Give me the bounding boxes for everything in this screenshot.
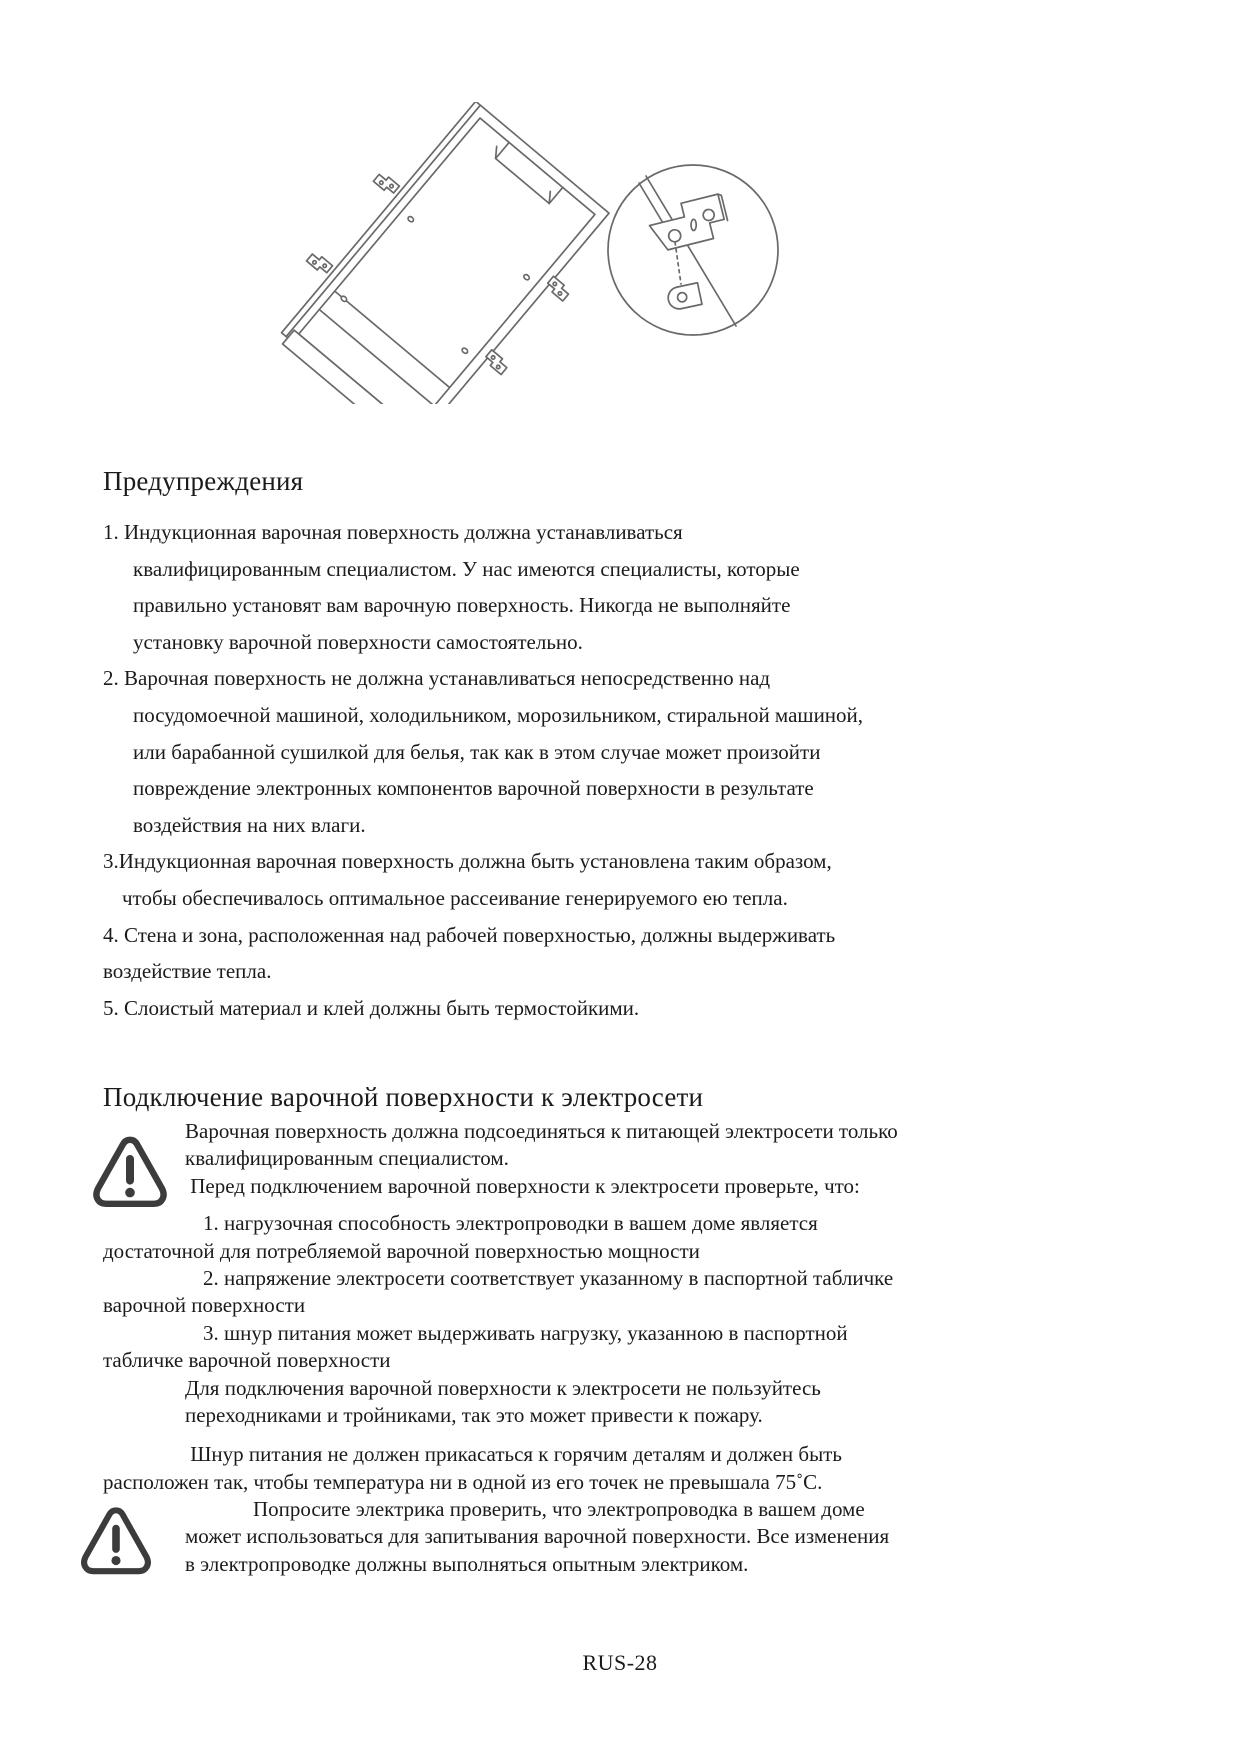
text-line: квалифицированным специалистом. У нас имеются специалисты, которые: [133, 556, 800, 581]
text-line: квалифицированным специалистом.: [185, 1146, 509, 1171]
text-line: расположен так, чтобы температура ни в одной из его точек не превышала 75˚С.: [103, 1469, 823, 1494]
text-line: переходниками и тройниками, так это может привести к пожару.: [185, 1402, 763, 1427]
warnings-heading: Предупреждения: [103, 466, 304, 496]
text-line: чтобы обеспечивалось оптимальное рассеивание генерируемого ею тепла.: [122, 885, 788, 910]
text-line: 4. Стена и зона, расположенная над рабочей поверхностью, должны выдерживать: [103, 922, 836, 947]
page-number: RUS-28: [582, 1650, 658, 1675]
text-line: в электропроводке должны выполняться опытным электриком.: [185, 1551, 749, 1576]
text-line: 5. Слоистый материал и клей должны быть термостойкими.: [103, 995, 640, 1020]
text-line: правильно установят вам варочную поверхность. Никогда не выполняйте: [133, 593, 791, 618]
installation-diagram: [268, 102, 790, 404]
text-line: повреждение электронных компонентов варочной поверхности в результате: [133, 776, 814, 801]
text-line: воздействия на них влаги.: [133, 812, 366, 837]
text-line: варочной поверхности: [103, 1293, 306, 1318]
text-line: Варочная поверхность должна подсоединяться к питающей электросети только: [185, 1119, 898, 1143]
warning-triangle-icon: [78, 1503, 154, 1577]
text-line: 2. напряжение электросети соответствует указанному в паспортной табличке: [203, 1265, 894, 1290]
text-line: или барабанной сушилкой для белья, так как в этом случае может произойти: [133, 739, 821, 764]
text-line: табличке варочной поверхности: [103, 1348, 391, 1373]
magnifier-circle: [608, 165, 778, 335]
text-line: установку варочной поверхности самостоятельно.: [133, 629, 583, 654]
text-line: Для подключения варочной поверхности к электросети не пользуйтесь: [185, 1375, 821, 1400]
text-line: воздействие тепла.: [103, 959, 272, 984]
text-line: 3. шнур питания может выдерживать нагрузку, указанною в паспортной: [203, 1320, 848, 1345]
warnings-lines: [103, 514, 863, 1026]
text-line: 3.Индукционная варочная поверхность должна быть установлена таким образом,: [103, 849, 832, 874]
text-line: 1. Индукционная варочная поверхность должна устанавливаться: [103, 520, 683, 544]
text-line: может использоваться для запитывания варочной поверхности. Все изменения: [185, 1524, 890, 1549]
mounting-bracket: [373, 171, 399, 196]
connection-lines: [103, 1118, 898, 1578]
text-line: 1. нагрузочная способность электропроводки в вашем доме является: [203, 1211, 818, 1236]
warning-triangle-icon: [90, 1133, 170, 1209]
text-line: 2. Варочная поверхность не должна устанавливаться непосредственно над: [103, 666, 771, 691]
text-line: Шнур питания не должен прикасаться к горячим деталям и должен быть: [185, 1442, 842, 1467]
connection-heading: Подключение варочной поверхности к электросети: [103, 1082, 704, 1112]
hob-underside-drawing: [268, 102, 625, 404]
mounting-bracket: [307, 251, 333, 276]
text-line: Перед подключением варочной поверхности к электросети проверьте, что:: [185, 1173, 860, 1198]
text-line: достаточной для потребляемой варочной поверхностью мощности: [103, 1238, 700, 1263]
text-line: Попросите электрика проверить, что электропроводка в вашем доме: [253, 1497, 865, 1522]
text-line: посудомоечной машиной, холодильником, морозильником, стиральной машиной,: [133, 702, 864, 727]
